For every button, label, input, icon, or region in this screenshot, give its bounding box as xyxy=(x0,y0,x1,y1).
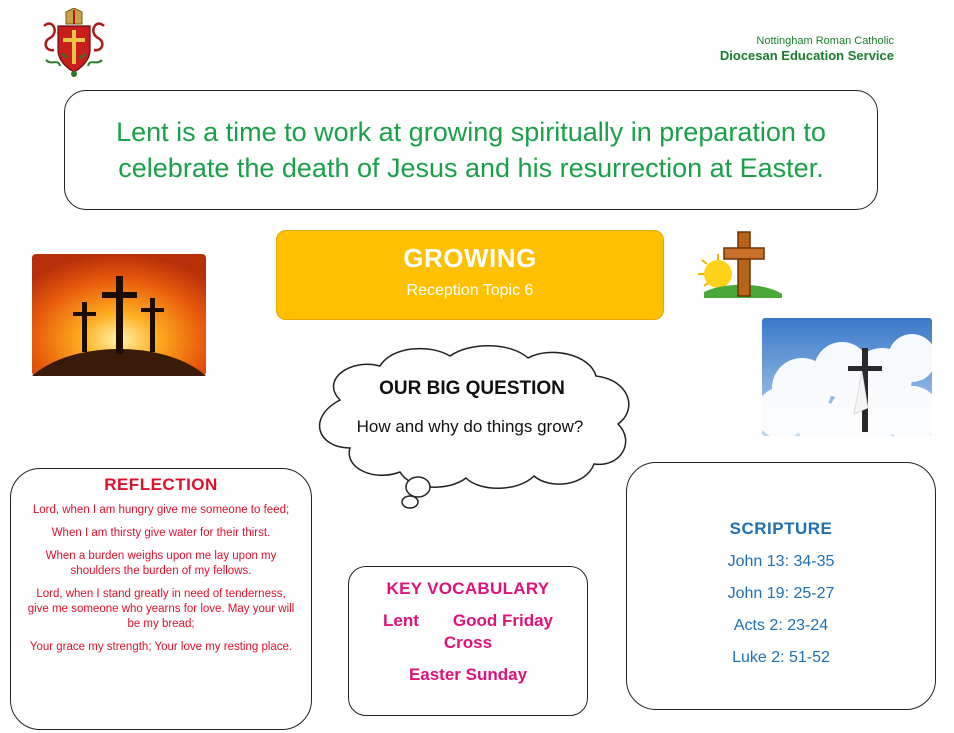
scripture-reference: Luke 2: 51-52 xyxy=(732,649,830,666)
lent-statement: Lent is a time to work at growing spiritually in preparation to celebrate the death of Jesus and his resurrection at Easter. xyxy=(116,117,826,183)
sky-cross-image xyxy=(762,318,932,436)
topic-title-box xyxy=(276,230,664,320)
reflection-line: Your grace my strength; Your love my resting place. xyxy=(29,641,293,653)
vocabulary-word: Lent xyxy=(382,611,419,630)
vocabulary-word: Good Friday xyxy=(452,611,553,630)
scripture-reference: John 13: 34-35 xyxy=(727,553,835,570)
organisation-name xyxy=(720,34,894,64)
reflection-title: REFLECTION xyxy=(104,475,218,494)
topic-title: GROWING xyxy=(403,243,537,273)
vocabulary-word: Easter Sunday xyxy=(408,665,528,684)
scripture-reference: John 19: 25-27 xyxy=(727,585,835,602)
reflection-line: When a burden weighs upon me lay upon my shoulders the burden of my fellows. xyxy=(45,550,277,577)
vocabulary-word: Cross xyxy=(443,633,493,652)
cross-sunrise-icon xyxy=(694,228,786,304)
org-line-1: Nottingham Roman Catholic xyxy=(756,35,894,47)
key-vocabulary-title: KEY VOCABULARY xyxy=(386,579,550,598)
reflection-line: When I am thirsty give water for their thirst. xyxy=(51,527,271,539)
reflection-line: Lord, when I am hungry give me someone to feed; xyxy=(32,504,290,516)
org-line-2: Diocesan Education Service xyxy=(719,48,894,63)
key-vocabulary-box xyxy=(348,566,588,716)
lent-statement-box xyxy=(64,90,878,210)
diocese-crest-icon xyxy=(38,8,110,80)
reflection-line: Lord, when I stand greatly in need of tenderness, give me someone who yearns for love. May your will be my bread; xyxy=(27,588,295,630)
sunset-crosses-image xyxy=(32,254,206,376)
topic-subtitle: Reception Topic 6 xyxy=(406,282,534,299)
reflection-box xyxy=(10,468,312,730)
scripture-box xyxy=(626,462,936,710)
big-question-title: OUR BIG QUESTION xyxy=(379,378,565,399)
scripture-title: SCRIPTURE xyxy=(729,519,833,538)
scripture-reference: Acts 2: 23-24 xyxy=(733,617,829,634)
big-question-text: How and why do things grow? xyxy=(356,417,584,436)
